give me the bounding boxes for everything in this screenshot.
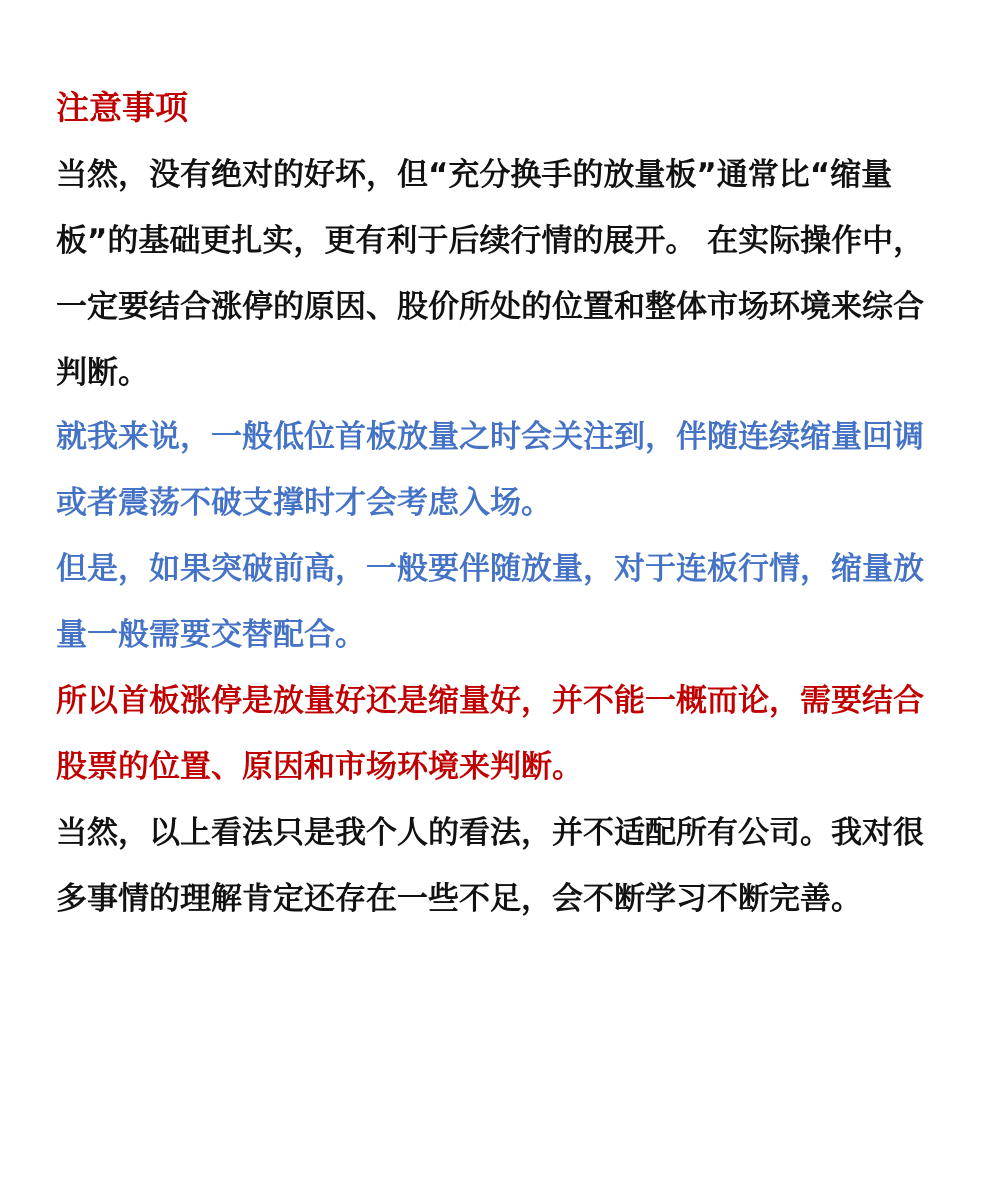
paragraph-breakout-volume: 但是，如果突破前高，一般要伴随放量，对于连板行情，缩量放量一般需要交替配合。 [56,551,924,653]
paragraph-entry-approach: 就我来说，一般低位首板放量之时会关注到，伴随连续缩量回调或者震荡不破支撑时才会考虑入场。 [56,419,924,521]
paragraph-summary: 当然，没有绝对的好坏，但“充分换手的放量板”通常比“缩量板”的基础更扎实，更有利于后续行情的展开。 在实际操作中，一定要结合涨停的原因、股价所处的位置和整体市场环境来综合判断。 [56,157,925,391]
paragraph-disclaimer: 当然，以上看法只是我个人的看法，并不适配所有公司。我对很多事情的理解肯定还存在一些不足，会不断学习不断完善。 [56,815,924,917]
paragraph-conclusion: 所以首板涨停是放量好还是缩量好，并不能一概而论，需要结合股票的位置、原因和市场环境来判断。 [56,683,924,785]
section-heading: 注意事项 [56,88,188,127]
